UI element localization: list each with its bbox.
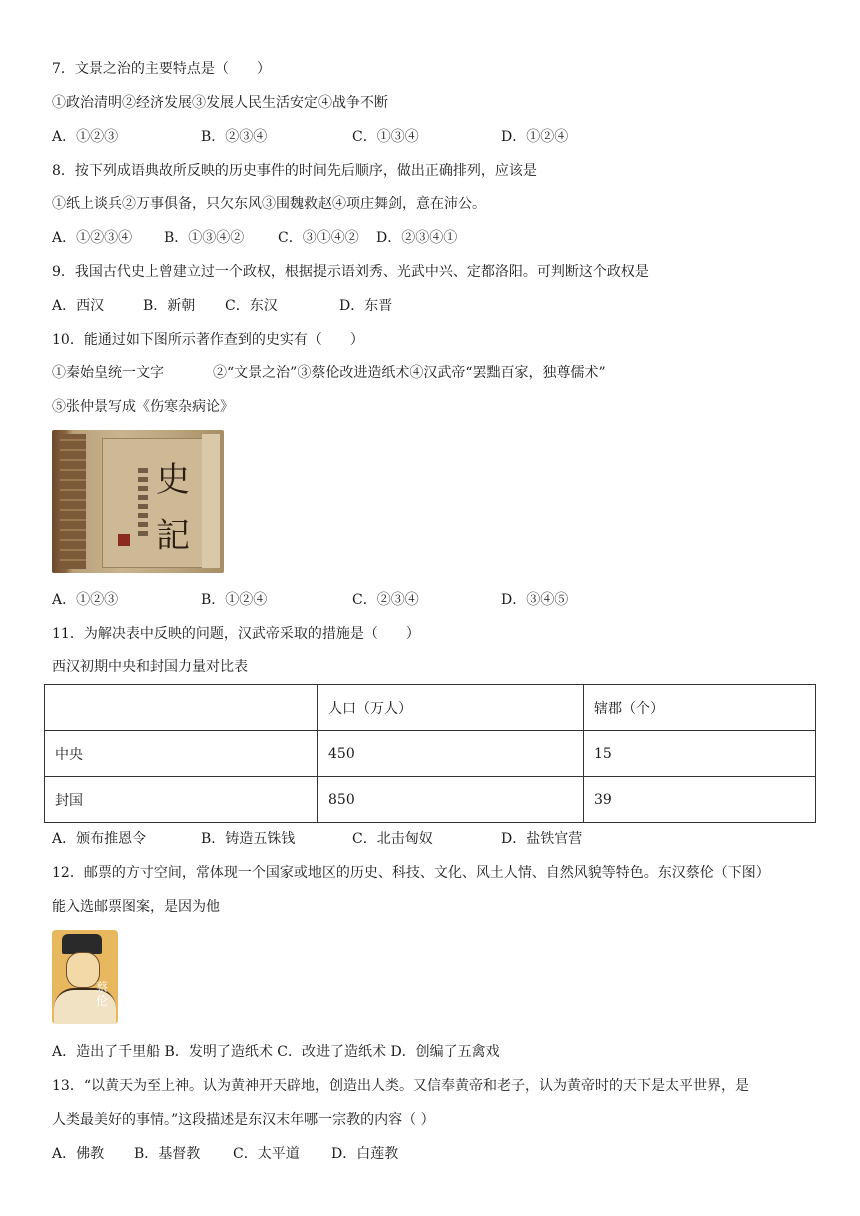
q7-option-a: A．①②③	[52, 129, 119, 145]
comparison-table	[44, 684, 816, 823]
q12-stem-line-1: 12．邮票的方寸空间，常体现一个国家或地区的历史、科技、文化、风土人情、自然风貌等特色。东汉蔡伦（下图）	[52, 865, 770, 881]
q11-option-a: A．颁布推恩令	[52, 831, 147, 847]
q10-stem: 10．能通过如下图所示著作查到的史实有（ ）	[52, 332, 364, 348]
book-title-char-1: 史	[156, 460, 190, 500]
q10-items-a: ①秦始皇统一文字	[52, 365, 164, 381]
q7-option-c: C．①③④	[352, 129, 419, 145]
table-cell: 850	[318, 777, 584, 823]
q13-option-b: B．基督教	[134, 1146, 201, 1162]
q10-items-b: ②“文景之治”③蔡伦改进造纸术④汉武帝“罢黜百家，独尊儒术”	[213, 365, 606, 381]
q11-option-d: D．盐铁官营	[501, 831, 583, 847]
q7-option-d: D．①②④	[501, 129, 569, 145]
q12-options: A．造出了千里船 B．发明了造纸术 C．改进了造纸术 D．创编了五禽戏	[52, 1044, 500, 1060]
book-title-char-2: 記	[156, 516, 190, 556]
book-spine	[60, 434, 86, 569]
table-header-cell: 辖郡（个）	[584, 685, 816, 731]
q9-stem: 9．我国古代史上曾建立过一个政权，根据提示语刘秀、光武中兴、定都洛阳。可判断这个政权是	[52, 264, 649, 280]
q11-option-b: B．铸造五铢钱	[201, 831, 296, 847]
q9-option-c: C．东汉	[225, 298, 278, 314]
table-row	[45, 731, 816, 777]
table-cell: 39	[584, 777, 816, 823]
table-cell: 中央	[45, 731, 318, 777]
table-cell: 450	[318, 731, 584, 777]
q8-option-d: D．②③④①	[376, 230, 458, 246]
q8-option-a: A．①②③④	[52, 230, 133, 246]
q9-option-d: D．东晋	[339, 298, 393, 314]
q13-stem-line-2: 人类最美好的事情。”这段描述是东汉末年哪一宗教的内容（ ）	[52, 1112, 435, 1128]
table-header-cell: 人口（万人）	[318, 685, 584, 731]
q13-option-c: C．太平道	[233, 1146, 300, 1162]
table-cell: 15	[584, 731, 816, 777]
q10-items-c: ⑤张仲景写成《伤寒杂病论》	[52, 399, 234, 415]
q10-option-b: B．①②④	[201, 592, 268, 608]
book-seal	[118, 534, 130, 546]
q10-option-a: A．①②③	[52, 592, 119, 608]
q13-stem-line-1: 13．“以黄天为至上神。认为黄神开天辟地，创造出人类。又信奉黄帝和老子，认为黄帝时的天下是太平世界，是	[52, 1078, 749, 1094]
q8-option-b: B．①③④②	[164, 230, 245, 246]
q13-option-d: D．白莲教	[331, 1146, 399, 1162]
q11-option-c: C．北击匈奴	[352, 831, 433, 847]
q9-option-a: A．西汉	[52, 298, 105, 314]
shiji-book-image	[52, 430, 224, 573]
table-row	[45, 777, 816, 823]
q8-items: ①纸上谈兵②万事俱备，只欠东风③围魏救赵④项庄舞剑，意在沛公。	[52, 196, 486, 212]
table-header-row	[45, 685, 816, 731]
table-header-cell	[45, 685, 318, 731]
q7-items: ①政治清明②经济发展③发展人民生活安定④战争不断	[52, 95, 388, 111]
table-cell: 封国	[45, 777, 318, 823]
portrait-caption: 蔡伦	[96, 980, 109, 1008]
q7-option-b: B．②③④	[201, 129, 268, 145]
q11-table-title: 西汉初期中央和封国力量对比表	[52, 659, 248, 675]
q8-stem: 8．按下列成语典故所反映的历史事件的时间先后顺序，做出正确排列，应该是	[52, 163, 537, 179]
cai-lun-portrait-image	[52, 930, 118, 1024]
q11-stem: 11．为解决表中反映的问题，汉武帝采取的措施是（ ）	[52, 626, 420, 642]
q9-option-b: B．新朝	[143, 298, 196, 314]
q10-option-c: C．②③④	[352, 592, 419, 608]
q8-option-c: C．③①④②	[278, 230, 359, 246]
q13-option-a: A．佛教	[52, 1146, 105, 1162]
q10-option-d: D．③④⑤	[501, 592, 569, 608]
q12-stem-line-2: 能入选邮票图案，是因为他	[52, 899, 220, 915]
q7-stem: 7．文景之治的主要特点是（ ）	[52, 61, 271, 77]
